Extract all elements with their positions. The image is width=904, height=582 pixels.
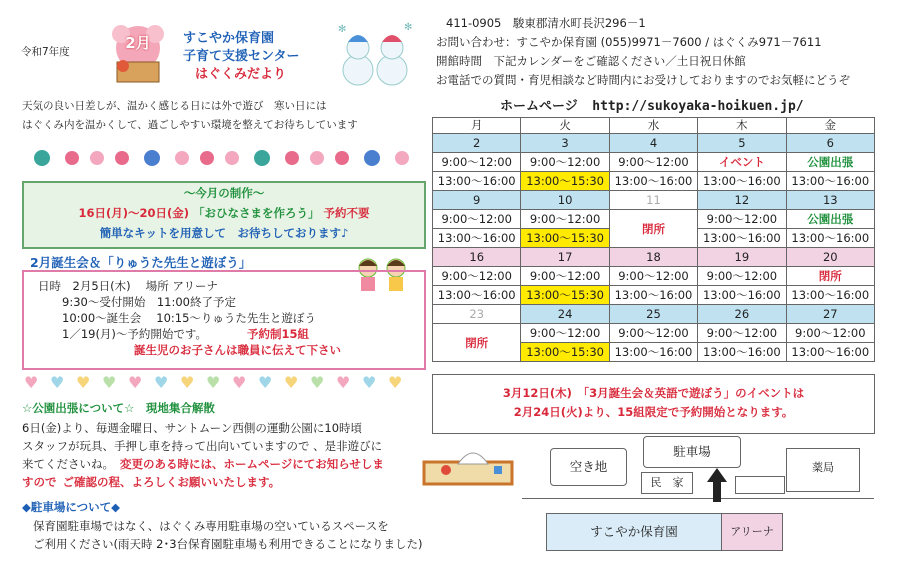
center-name: 子育て支援センター	[183, 49, 300, 64]
date-cell: 2	[433, 134, 521, 153]
afternoon-hours: 13:00～16:00	[433, 286, 521, 305]
svg-text:♥: ♥	[154, 373, 169, 391]
park-trip-label: 公園出張	[786, 210, 874, 229]
afternoon-hours: 13:00～16:00	[786, 229, 874, 248]
march-note-line-1: 3月12日(木) 「3月誕生会＆英語で遊ぼう」のイベントは	[502, 386, 805, 400]
era-label: 令和7年度	[21, 46, 70, 58]
date-cell: 6	[786, 134, 874, 153]
svg-text:♥: ♥	[232, 373, 247, 391]
morning-hours: 9:00～12:00	[521, 267, 609, 286]
svg-text:♥: ♥	[310, 373, 325, 391]
date-cell: 25	[609, 305, 697, 324]
date-cell: 20	[786, 248, 874, 267]
morning-hours: 9:00～12:00	[698, 210, 786, 229]
flower-row-icon	[22, 148, 422, 168]
date-cell: 16	[433, 248, 521, 267]
date-cell: 3	[521, 134, 609, 153]
date-cell: 17	[521, 248, 609, 267]
birthday-box	[22, 270, 426, 370]
craft-box	[22, 181, 426, 249]
map-nursery: すこやか保育園	[546, 513, 722, 551]
afternoon-hours: 13:00～16:00	[609, 286, 697, 305]
afternoon-hours: 13:00～16:00	[433, 229, 521, 248]
intro-line-2: はぐくみ内を温かくして、過ごしやすい環境を整えてお待ちしています	[22, 119, 358, 131]
birthday-line-4: 1／19(月)～予約開始です。	[62, 327, 208, 341]
map-parking: 駐車場	[643, 436, 741, 468]
day-header: 月	[433, 118, 521, 134]
afternoon-short-hours: 13:00～15:30	[521, 172, 609, 191]
decorative-hearts	[22, 373, 422, 391]
homepage-url[interactable]: http://sukoyaka-hoikuen.jp/	[592, 99, 804, 114]
event-label: イベント	[698, 153, 786, 172]
svg-text:♥: ♥	[388, 373, 403, 391]
parking-line-1: 保育園駐車場ではなく、はぐくみ専用駐車場の空いているスペースを	[33, 519, 389, 533]
morning-hours: 9:00～12:00	[433, 153, 521, 172]
afternoon-hours: 13:00～16:00	[786, 343, 874, 362]
morning-hours: 9:00～12:00	[698, 324, 786, 343]
date-cell: 26	[698, 305, 786, 324]
morning-hours: 9:00～12:00	[609, 267, 697, 286]
day-header: 木	[698, 118, 786, 134]
afternoon-short-hours: 13:00～15:30	[521, 229, 609, 248]
opening-hours: 開館時間 下記カレンダーをご確認ください／土日祝日休館	[436, 54, 746, 68]
afternoon-hours: 13:00～16:00	[698, 343, 786, 362]
date-cell: 27	[786, 305, 874, 324]
park-title: ☆公園出張について☆ 現地集合解散	[22, 401, 215, 415]
address: 411-0905 駿東郡清水町長沢296－1	[446, 16, 646, 30]
newsletter-name: はぐくみだより	[195, 67, 287, 82]
march-note-line-2: 2月24日(火)より、15組限定で予約開始となります。	[513, 405, 794, 419]
craft-title: ～今月の制作～	[183, 186, 265, 200]
calendar-table	[432, 117, 875, 362]
snowman-icon	[330, 18, 420, 90]
month-badge-text: 2月	[125, 34, 151, 52]
morning-hours: 9:00～12:00	[698, 267, 786, 286]
date-cell-holiday: 11	[609, 191, 697, 210]
map-arrow	[707, 468, 727, 502]
morning-hours: 9:00～12:00	[609, 153, 697, 172]
birthday-title: 2月誕生会＆「りゅうた先生と遊ぼう」	[30, 255, 252, 270]
heart-row-icon	[22, 373, 422, 391]
svg-text:♥: ♥	[24, 373, 39, 391]
afternoon-short-hours: 13:00～15:30	[521, 286, 609, 305]
morning-hours: 9:00～12:00	[521, 324, 609, 343]
map-road-line	[522, 498, 874, 499]
park-line-3b: 変更のある時には、ホームページにてお知らせしま	[120, 457, 384, 471]
map-empty-lot: 空き地	[550, 448, 627, 486]
snowmen-illustration	[330, 18, 420, 90]
date-cell: 18	[609, 248, 697, 267]
arrow-up-icon	[707, 468, 727, 502]
park-line-4a: すので	[22, 475, 57, 489]
parking-title: ◆駐車場について◆	[22, 500, 120, 514]
park-line-1: 6日(金)より、毎週金曜日、サントムーン西側の運動公園に10時頃	[22, 421, 363, 435]
phone-note: お電話での質問・育児相談など時間内にお受けしておりますのでお気軽にどうぞ	[436, 73, 850, 87]
svg-text:♥: ♥	[336, 373, 351, 391]
org-name: すこやか保育園	[183, 31, 275, 46]
date-cell: 10	[521, 191, 609, 210]
decorative-border-top	[22, 148, 422, 168]
svg-text:♥: ♥	[102, 373, 117, 391]
date-cell: 5	[698, 134, 786, 153]
svg-text:♥: ♥	[258, 373, 273, 391]
day-header: 水	[609, 118, 697, 134]
svg-text:✻: ✻	[338, 24, 347, 35]
contact-info: お問い合わせ：すこやか保育園 (055)9971－7600 / はぐくみ971－7611	[436, 35, 822, 49]
map-arena: アリーナ	[721, 513, 783, 551]
svg-text:✻: ✻	[404, 22, 413, 33]
svg-text:♥: ♥	[284, 373, 299, 391]
afternoon-hours: 13:00～16:00	[698, 172, 786, 191]
craft-name: 「おひなさまを作ろう」	[193, 206, 320, 220]
parking-line-2: ご利用ください(雨天時 2･3台保育園駐車場も利用できることになりました)	[33, 537, 423, 551]
date-cell: 4	[609, 134, 697, 153]
date-cell: 12	[698, 191, 786, 210]
craft-note: 簡単なキットを用意して お待ちしております♪	[99, 226, 349, 240]
afternoon-hours: 13:00～16:00	[698, 229, 786, 248]
birthday-line-2: 9:30～受付開始 11:00終了予定	[62, 295, 236, 309]
birthday-line-5: 誕生児のお子さんは職員に伝えて下さい	[134, 343, 341, 357]
afternoon-hours: 13:00～16:00	[433, 172, 521, 191]
morning-hours: 9:00～12:00	[786, 324, 874, 343]
svg-text:♥: ♥	[180, 373, 195, 391]
intro-line-1: 天気の良い日差しが、温かく感じる日には外で遊び 寒い日には	[22, 100, 327, 112]
closed-label: 閉所	[609, 210, 697, 248]
morning-hours: 9:00～12:00	[433, 210, 521, 229]
date-cell: 24	[521, 305, 609, 324]
closed-label: 閉所	[433, 324, 521, 362]
park-line-4b: ご確認の程、よろしくお願いいたします。	[62, 475, 281, 489]
month-badge	[103, 22, 173, 86]
map-building	[735, 476, 785, 494]
svg-text:♥: ♥	[50, 373, 65, 391]
afternoon-hours: 13:00～16:00	[786, 286, 874, 305]
birthday-line-3: 10:00～誕生会 10:15～りゅうた先生と遊ぼう	[62, 311, 316, 325]
afternoon-hours: 13:00～16:00	[609, 343, 697, 362]
svg-text:♥: ♥	[128, 373, 143, 391]
park-trip-label: 公園出張	[786, 153, 874, 172]
afternoon-hours: 13:00～16:00	[786, 172, 874, 191]
svg-text:♥: ♥	[76, 373, 91, 391]
map-house: 民 家	[641, 472, 693, 494]
map-pharmacy: 薬局	[786, 448, 860, 492]
craft-no-reservation: 予約不要	[323, 206, 370, 220]
date-cell: 9	[433, 191, 521, 210]
morning-hours: 9:00～12:00	[521, 210, 609, 229]
park-line-3a: 来てくださいね。	[22, 457, 114, 471]
morning-hours: 9:00～12:00	[433, 267, 521, 286]
craft-dates: 16日(月)～20日(金)	[78, 206, 189, 220]
birthday-line-1: 日時 2月5日(木) 場所 アリーナ	[38, 279, 218, 293]
morning-hours: 9:00～12:00	[521, 153, 609, 172]
date-cell-holiday: 23	[433, 305, 521, 324]
day-header: 火	[521, 118, 609, 134]
reservation-limit: 予約制15組	[247, 327, 310, 341]
sandbox-illustration	[418, 440, 518, 490]
day-header: 金	[786, 118, 874, 134]
sandbox-icon	[418, 440, 518, 490]
morning-hours: 9:00～12:00	[609, 324, 697, 343]
park-line-2: スタッフが玩具、手押し車を持って出向いていますので 、是非遊びに	[22, 439, 383, 453]
date-cell: 13	[786, 191, 874, 210]
closed-label: 閉所	[786, 267, 874, 286]
march-event-note	[432, 374, 875, 434]
svg-text:♥: ♥	[206, 373, 221, 391]
afternoon-short-hours: 13:00～15:30	[521, 343, 609, 362]
afternoon-hours: 13:00～16:00	[698, 286, 786, 305]
svg-text:♥: ♥	[362, 373, 377, 391]
date-cell: 19	[698, 248, 786, 267]
homepage-label: ホームページ	[500, 99, 578, 114]
afternoon-hours: 13:00～16:00	[609, 172, 697, 191]
